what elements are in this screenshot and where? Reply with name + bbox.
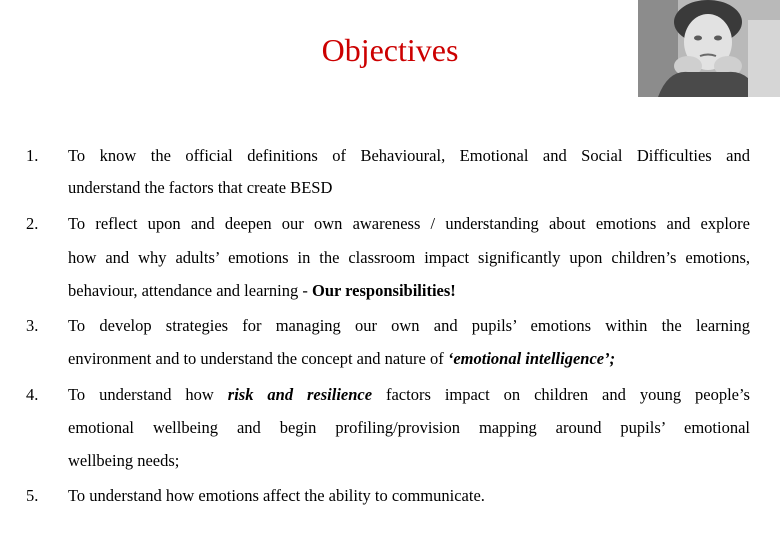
page-title: Objectives [321, 32, 459, 68]
objective-text-line [68, 281, 750, 301]
objective-number: 3. [26, 316, 39, 335]
objective-text-line: emotional wellbeing and begin profiling/provision mapping around pupils’ emotional [68, 418, 750, 437]
objective-text: To understand how [68, 385, 228, 404]
objective-emphasis: risk and resilience [227, 385, 373, 404]
objective-text: factors impact on children and young people’s [372, 385, 750, 404]
objective-text-line: wellbeing needs; [68, 451, 180, 470]
objective-text-line: how and why adults’ emotions in the classroom impact significantly upon children’s emotions, [68, 248, 750, 267]
objective-emphasis: Our responsibilities! [311, 281, 456, 300]
objective-text: environment and to understand the concept and nature of [68, 349, 448, 368]
objective-number: 5. [26, 486, 39, 505]
objective-text: behaviour, attendance and learning - [68, 281, 312, 300]
objective-number: 2. [26, 214, 39, 233]
objective-text-line: To develop strategies for managing our own and pupils’ emotions within the learning [68, 316, 750, 335]
objective-text-line: To know the official definitions of Behavioural, Emotional and Social Difficulties and [68, 146, 750, 165]
objective-text-line: To understand how emotions affect the ability to communicate. [68, 486, 485, 505]
objective-number: 4. [26, 385, 39, 404]
objective-emphasis: ‘emotional intelligence’; [447, 349, 616, 368]
objective-text-line [68, 349, 750, 369]
objective-number: 1. [26, 146, 39, 165]
objective-text-line: To reflect upon and deepen our own awareness / understanding about emotions and explore [68, 214, 750, 233]
objective-text-line: understand the factors that create BESD [68, 178, 333, 197]
objective-text-line [68, 385, 750, 405]
boy-photo [638, 0, 780, 97]
